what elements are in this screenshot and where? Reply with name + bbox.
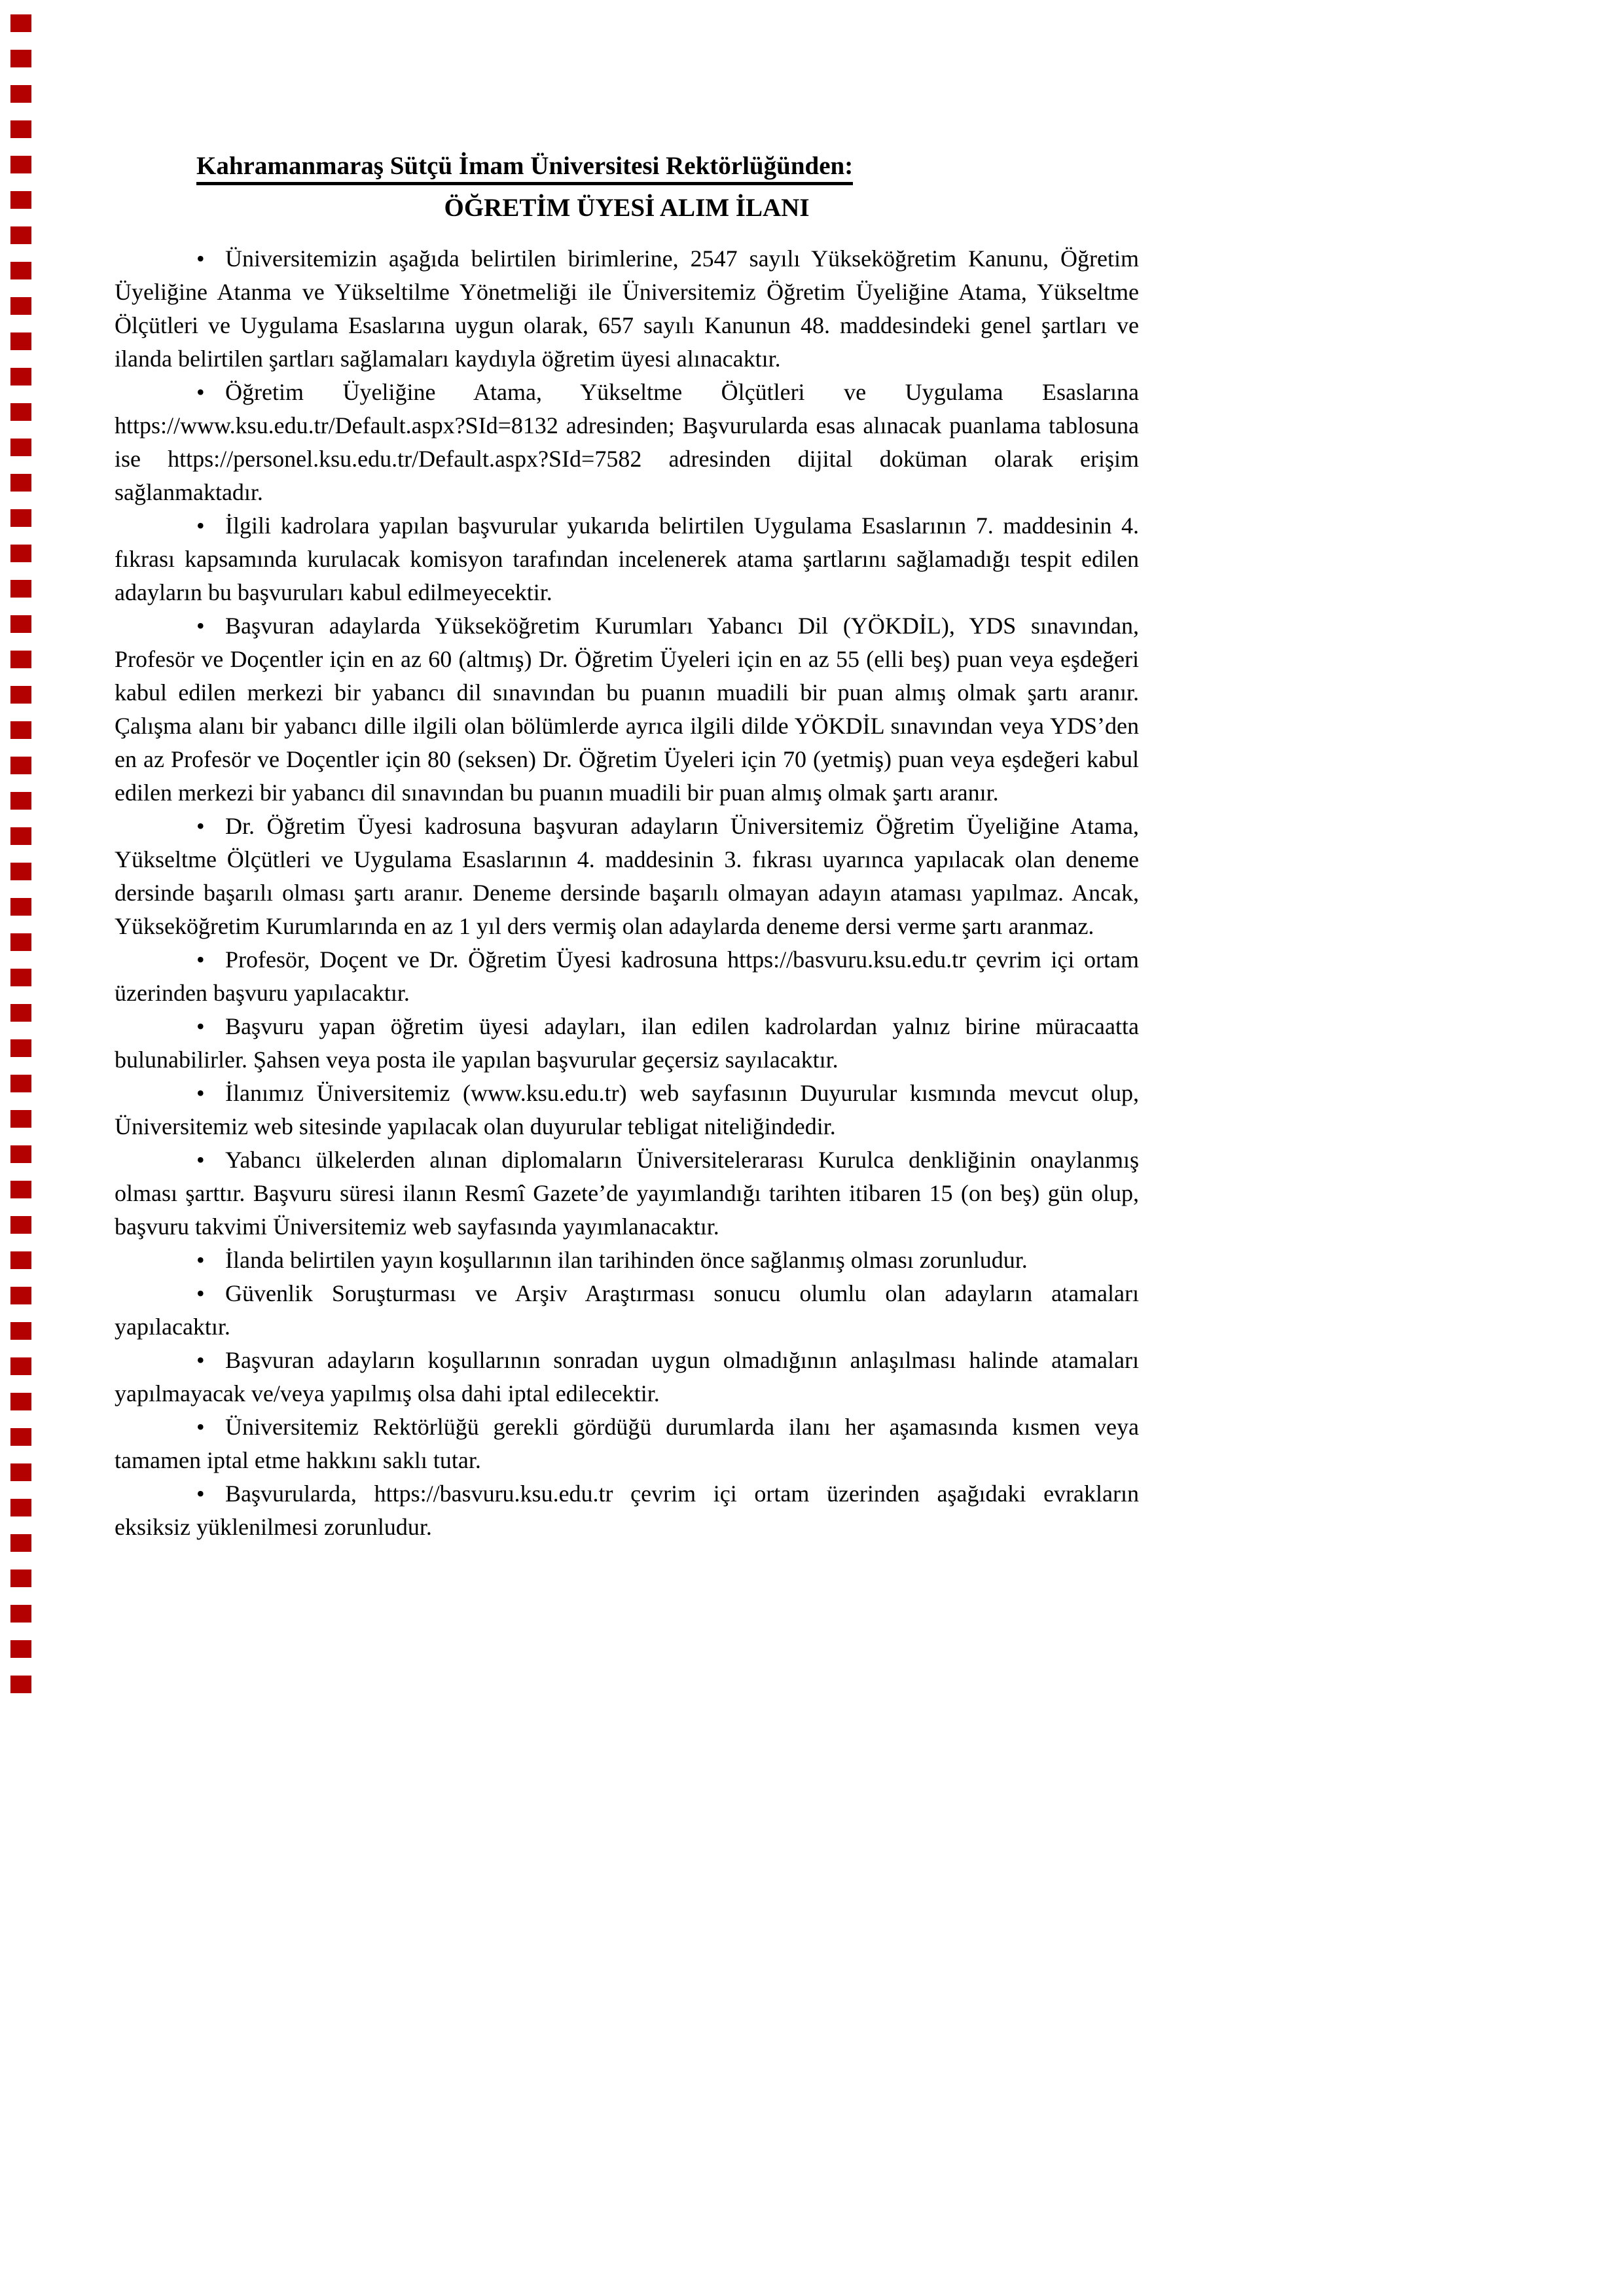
revision-bar: [10, 1640, 31, 1658]
revision-bar: [10, 615, 31, 633]
bullet-icon: •: [196, 1414, 205, 1440]
bullet-paragraph: [115, 609, 1139, 810]
bullet-paragraph: [115, 1410, 1139, 1477]
revision-bar: [10, 721, 31, 739]
revision-bar: [10, 262, 31, 279]
bullet-paragraph: [115, 1477, 1139, 1544]
bullet-icon: •: [196, 1480, 205, 1507]
bullet-icon: •: [196, 946, 205, 973]
revision-bar: [10, 1004, 31, 1022]
paragraph-text: Başvuran adaylarda Yükseköğretim Kurumları Yabancı Dil (YÖKDİL), YDS sınavından, Profesör ve Doçentler için en az 60 (altmış) Dr. Öğretim Üyeleri için en az 55 (elli beş) puan veya eşdeğeri kabul edilen merkezi bir yabancı dil sınavından bu puanın muadili bir puan almış olmak şartı aranır. Çalışma alanı bir yabancı dille ilgili olan bölümlerde ayrıca ilgili dilde YÖKDİL sınavından veya YDS’den en az Profesör ve Doçentler için 80 (seksen) Dr. Öğretim Üyeleri için 70 (yetmiş) puan veya eşdeğeri kabul edilen merkezi bir yabancı dil sınavından bu puanın muadili bir puan almış olmak şartı aranır.: [115, 613, 1139, 806]
paragraph-text: Dr. Öğretim Üyesi kadrosuna başvuran adayların Üniversitemiz Öğretim Üyeliğine Atama, Yükseltme Ölçütleri ve Uygulama Esaslarının 4. maddesinin 3. fıkrası uyarınca yapılacak olan deneme dersinde başarılı olması şartı aranır. Deneme dersinde başarılı olmayan adayın ataması yapılmaz. Ancak, Yükseköğretim Kurumlarında en az 1 yıl ders vermiş olan adaylarda deneme dersi verme şartı aranmaz.: [115, 813, 1139, 939]
revision-bar: [10, 1181, 31, 1198]
document-subtitle: ÖĞRETİM ÜYESİ ALIM İLANI: [444, 194, 810, 222]
revision-bar: [10, 651, 31, 668]
revision-bar: [10, 1075, 31, 1092]
revision-bar: [10, 969, 31, 986]
revision-bar: [10, 14, 31, 32]
revision-bar: [10, 792, 31, 810]
revision-bar: [10, 368, 31, 386]
revision-bar: [10, 332, 31, 350]
bullet-paragraph: [115, 376, 1139, 509]
revision-bar: [10, 1499, 31, 1516]
paragraph-list: [115, 242, 1139, 1544]
bullet-paragraph: [115, 1244, 1139, 1277]
announcement-body: [115, 148, 1139, 1544]
bullet-paragraph: [115, 1077, 1139, 1143]
revision-bar: [10, 439, 31, 456]
bullet-paragraph: [115, 943, 1139, 1010]
revision-bar: [10, 474, 31, 492]
revision-bar: [10, 156, 31, 173]
revision-bar: [10, 50, 31, 67]
paragraph-text: Başvuran adayların koşullarının sonradan uygun olmadığının anlaşılması halinde atamaları yapılmayacak ve/veya yapılmış olsa dahi iptal edilecektir.: [115, 1347, 1139, 1407]
revision-bar: [10, 120, 31, 138]
revision-bar: [10, 1287, 31, 1304]
revision-bar: [10, 1605, 31, 1623]
bullet-paragraph: [115, 810, 1139, 943]
revision-bar: [10, 1216, 31, 1234]
paragraph-text: Başvurularda, https://basvuru.ksu.edu.tr çevrim içi ortam üzerinden aşağıdaki evrakların eksiksiz yüklenilmesi zorunludur.: [115, 1480, 1139, 1540]
revision-bar: [10, 757, 31, 774]
bullet-icon: •: [196, 1280, 205, 1306]
bullet-paragraph: [115, 242, 1139, 376]
revision-bar: [10, 1676, 31, 1693]
revision-bar: [10, 1570, 31, 1587]
revision-bar: [10, 933, 31, 951]
paragraph-text: İlanımız Üniversitemiz (www.ksu.edu.tr) web sayfasının Duyurular kısmında mevcut olup, Üniversitemiz web sitesinde yapılacak olan duyurular tebligat niteliğindedir.: [115, 1080, 1139, 1139]
paragraph-text: Başvuru yapan öğretim üyesi adayları, ilan edilen kadrolardan yalnız birine müracaatta bulunabilirler. Şahsen veya posta ile yapılan başvurular geçersiz sayılacaktır.: [115, 1013, 1139, 1073]
paragraph-text: Üniversitemizin aşağıda belirtilen birimlerine, 2547 sayılı Yükseköğretim Kanunu, Öğretim Üyeliğine Atanma ve Yükseltilme Yönetmeliği ile Üniversitemiz Öğretim Üyeliğine Atama, Yükseltme Ölçütleri ve Uygulama Esaslarına uygun olarak, 657 sayılı Kanunun 48. maddesindeki genel şartları ve ilanda belirtilen şartları sağlamaları kaydıyla öğretim üyesi alınacaktır.: [115, 245, 1139, 372]
bullet-icon: •: [196, 1147, 205, 1173]
revision-bar: [10, 1322, 31, 1340]
bullet-paragraph: [115, 1277, 1139, 1344]
revision-bar: [10, 1251, 31, 1269]
paragraph-text: Güvenlik Soruşturması ve Arşiv Araştırması sonucu olumlu olan adayların atamaları yapılacaktır.: [115, 1280, 1139, 1340]
document-title: [196, 148, 1139, 185]
paragraph-text: İlgili kadrolara yapılan başvurular yukarıda belirtilen Uygulama Esaslarının 7. maddesinin 4. fıkrası kapsamında kurulacak komisyon tarafından incelenerek atama şartlarını sağlamadığı tespit edilen adayların bu başvuruları kabul edilmeyecektir.: [115, 512, 1139, 605]
revision-bar: [10, 580, 31, 598]
bullet-icon: •: [196, 1013, 205, 1039]
bullet-icon: •: [196, 1247, 205, 1273]
revision-bar: [10, 1534, 31, 1552]
revision-bar: [10, 1110, 31, 1128]
revision-bar: [10, 1428, 31, 1446]
revision-bar: [10, 1039, 31, 1057]
bullet-icon: •: [196, 512, 205, 539]
revision-bar: [10, 403, 31, 421]
bullet-paragraph: [115, 1010, 1139, 1077]
bullet-paragraph: [115, 1143, 1139, 1244]
revision-bar: [10, 827, 31, 845]
revision-bar: [10, 1393, 31, 1410]
revision-bar: [10, 297, 31, 315]
revision-bars: [0, 0, 39, 2296]
revision-bar: [10, 863, 31, 880]
paragraph-text: Öğretim Üyeliğine Atama, Yükseltme Ölçütleri ve Uygulama Esaslarına https://www.ksu.edu.tr/Default.aspx?SId=8132 adresinden; Başvurularda esas alınacak puanlama tablosuna ise https://personel.ksu.edu.tr/Default.aspx?SId=7582 adresinden dijital doküman olarak erişim sağlanmaktadır.: [115, 379, 1139, 505]
bullet-icon: •: [196, 813, 205, 839]
revision-bar: [10, 85, 31, 103]
revision-bar: [10, 509, 31, 527]
revision-bar: [10, 1357, 31, 1375]
paragraph-text: İlanda belirtilen yayın koşullarının ilan tarihinden önce sağlanmış olması zorunludur.: [225, 1247, 1028, 1273]
bullet-icon: •: [196, 379, 205, 405]
revision-bar: [10, 686, 31, 704]
bullet-icon: •: [196, 613, 205, 639]
paragraph-text: Profesör, Doçent ve Dr. Öğretim Üyesi kadrosuna https://basvuru.ksu.edu.tr çevrim içi ortam üzerinden başvuru yapılacaktır.: [115, 946, 1139, 1006]
bullet-paragraph: [115, 509, 1139, 609]
revision-bar: [10, 545, 31, 562]
revision-bar: [10, 1145, 31, 1163]
document-title-text: Kahramanmaraş Sütçü İmam Üniversitesi Rektörlüğünden:: [196, 152, 853, 185]
bullet-icon: •: [196, 1080, 205, 1106]
revision-bar: [10, 1463, 31, 1481]
bullet-icon: •: [196, 245, 205, 272]
revision-bar: [10, 898, 31, 916]
paragraph-text: Yabancı ülkelerden alınan diplomaların Üniversitelerarası Kurulca denkliğinin onaylanmış olması şarttır. Başvuru süresi ilanın Resmî Gazete’de yayımlandığı tarihten itibaren 15 (on beş) gün olup, başvuru takvimi Üniversitemiz web sayfasında yayımlanacaktır.: [115, 1147, 1139, 1240]
bullet-paragraph: [115, 1344, 1139, 1410]
bullet-icon: •: [196, 1347, 205, 1373]
revision-bar: [10, 226, 31, 244]
revision-bar: [10, 191, 31, 209]
paragraph-text: Üniversitemiz Rektörlüğü gerekli gördüğü durumlarda ilanı her aşamasında kısmen veya tamamen iptal etme hakkını saklı tutar.: [115, 1414, 1139, 1473]
